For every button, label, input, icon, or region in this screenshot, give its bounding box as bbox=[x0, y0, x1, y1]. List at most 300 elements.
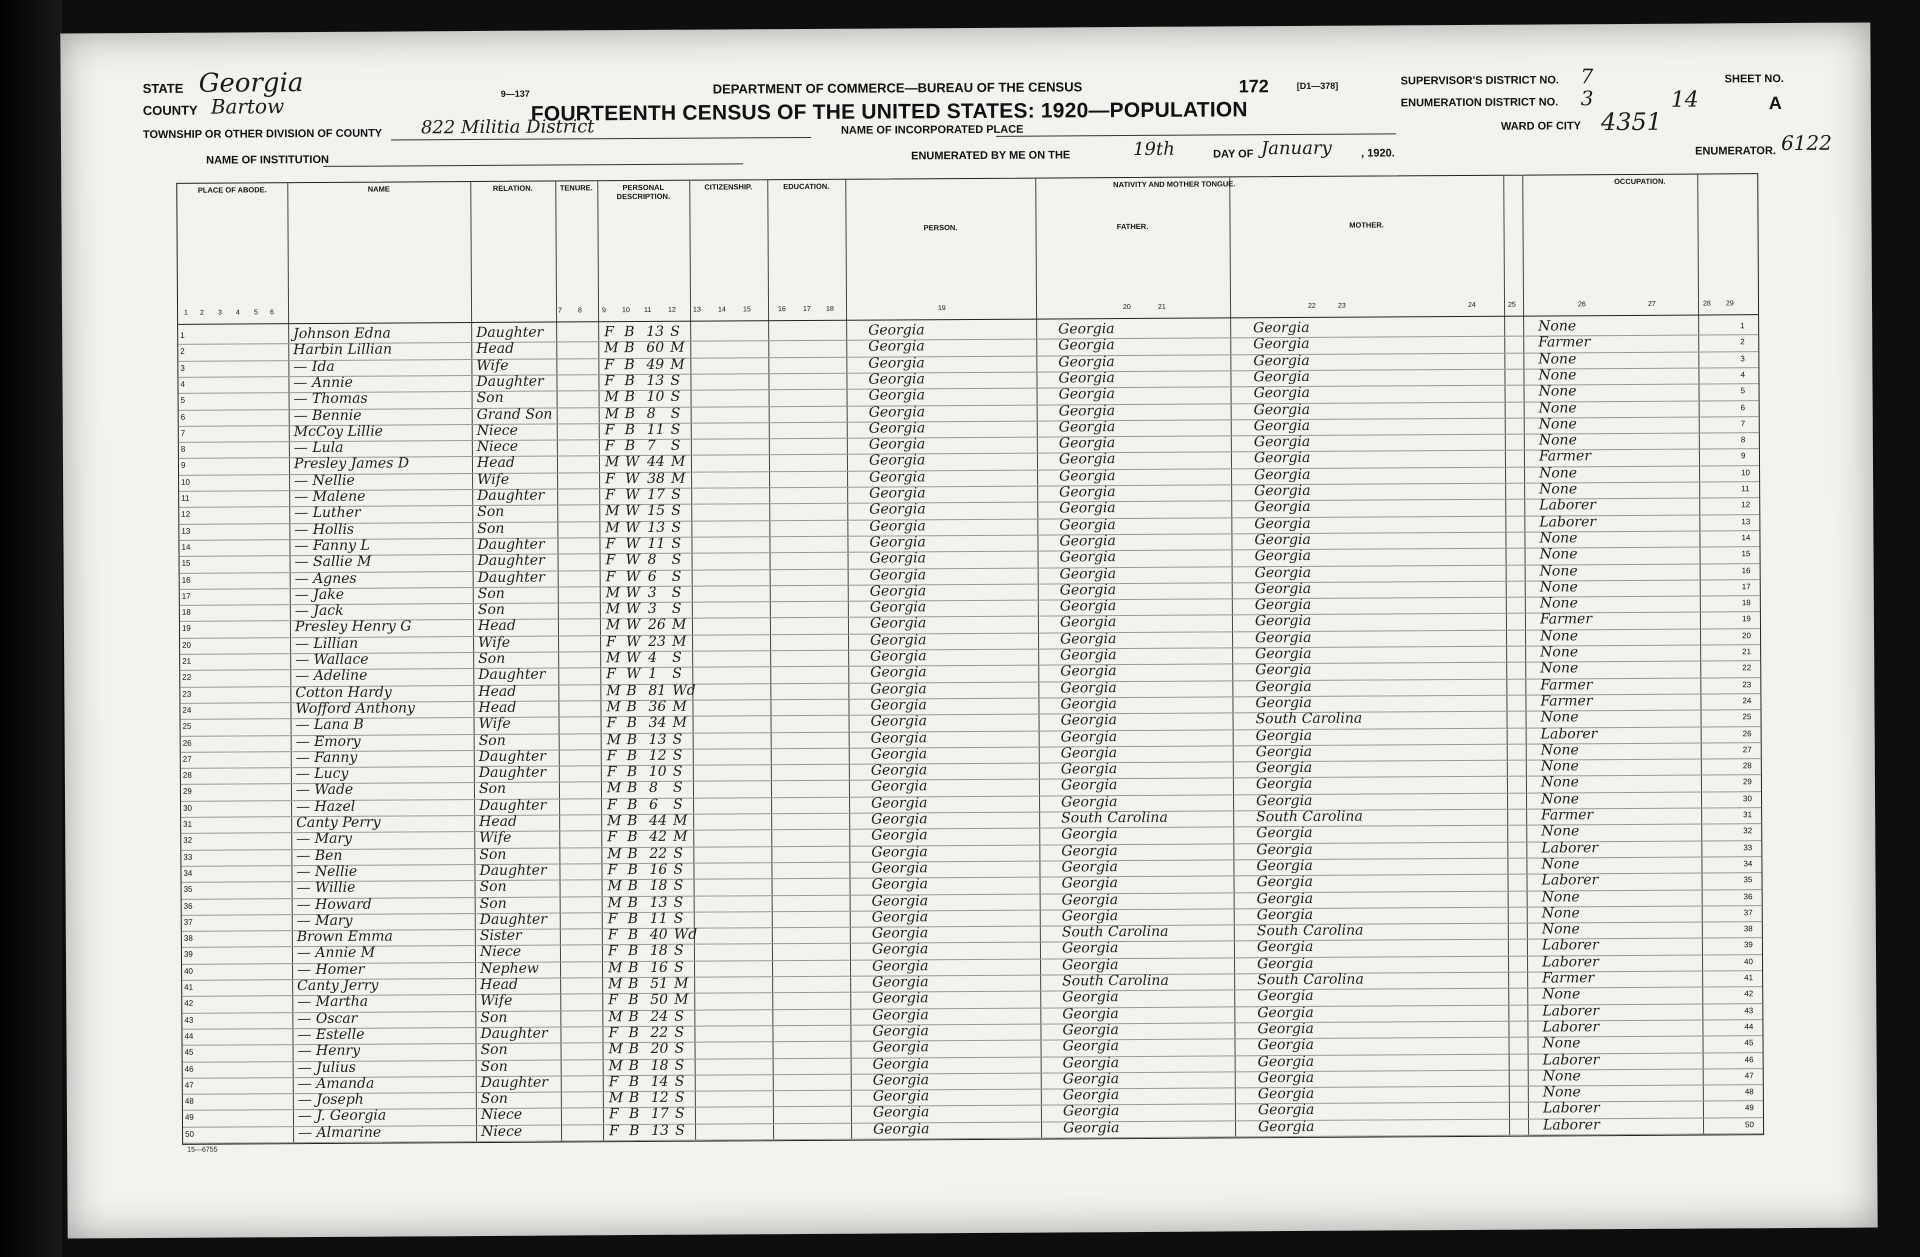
cell-ms: S bbox=[672, 780, 683, 797]
cell-rel: Daughter bbox=[479, 911, 547, 928]
cell-father: Georgia bbox=[1058, 435, 1116, 452]
row-number: 36 bbox=[183, 901, 193, 911]
column-number: 20 bbox=[1123, 304, 1131, 312]
column-number: 22 bbox=[1308, 302, 1316, 310]
column-number: 23 bbox=[1338, 302, 1346, 310]
cell-age: 44 bbox=[649, 812, 668, 829]
row-number: 16 bbox=[1741, 565, 1751, 575]
cell-birth: Georgia bbox=[869, 468, 926, 486]
column-number: 19 bbox=[938, 305, 946, 313]
cell-birth: Georgia bbox=[872, 974, 929, 991]
cell-occ: Laborer bbox=[1542, 1002, 1600, 1020]
cell-father: Georgia bbox=[1059, 549, 1116, 566]
cell-sex: M bbox=[606, 780, 622, 797]
row-number: 24 bbox=[1742, 696, 1752, 706]
column-number: 28 bbox=[1702, 300, 1711, 308]
row-number: 29 bbox=[1742, 777, 1752, 787]
cell-rel: Wife bbox=[478, 634, 511, 651]
cell-age: 60 bbox=[646, 340, 665, 357]
cell-father: South Carolina bbox=[1061, 809, 1168, 827]
enumeration-label: ENUMERATION DISTRICT NO. bbox=[1400, 96, 1559, 110]
column-number: 21 bbox=[1158, 303, 1166, 311]
cell-birth: Georgia bbox=[869, 583, 927, 600]
cell-occ: None bbox=[1539, 481, 1578, 498]
cell-sex: M bbox=[606, 731, 622, 748]
cell-rel: Son bbox=[480, 1009, 508, 1026]
cell-mother: Georgia bbox=[1253, 385, 1310, 402]
cell-age: 38 bbox=[647, 470, 665, 487]
row-number: 7 bbox=[1740, 419, 1746, 429]
cell-rel: Wife bbox=[477, 471, 510, 488]
supervisor-value: 7 bbox=[1580, 64, 1594, 89]
cell-sex: F bbox=[605, 470, 615, 487]
group-tenure: TENURE. bbox=[559, 183, 593, 193]
cell-rel: Daughter bbox=[477, 536, 545, 553]
cell-race: B bbox=[624, 421, 636, 438]
cell-father: Georgia bbox=[1060, 728, 1118, 745]
group-name: NAME bbox=[367, 184, 390, 194]
cell-ms: S bbox=[671, 503, 681, 520]
cell-rel: Son bbox=[477, 504, 505, 521]
cell-father: Georgia bbox=[1058, 386, 1115, 403]
cell-name: Presley James D bbox=[293, 455, 410, 473]
incorporated-underline bbox=[996, 133, 1396, 136]
cell-mother: Georgia bbox=[1254, 597, 1312, 614]
cell-sex: F bbox=[607, 927, 618, 944]
row-number: 41 bbox=[1744, 973, 1754, 983]
cell-race: W bbox=[625, 568, 641, 585]
cell-ms: S bbox=[673, 877, 684, 894]
row-number: 22 bbox=[182, 673, 192, 683]
row-number: 10 bbox=[181, 477, 191, 487]
cell-father: Georgia bbox=[1062, 1054, 1120, 1071]
cell-father: South Carolina bbox=[1061, 923, 1169, 941]
county-label: COUNTY bbox=[142, 102, 198, 119]
cell-rel: Wife bbox=[478, 715, 511, 733]
cell-ms: S bbox=[674, 1040, 685, 1057]
column-divider bbox=[1035, 179, 1042, 1139]
row-number: 18 bbox=[181, 607, 191, 617]
cell-mother: Georgia bbox=[1256, 857, 1313, 875]
row-number: 43 bbox=[1744, 1005, 1754, 1015]
cell-rel: Daughter bbox=[477, 552, 545, 570]
cell-name: — J. Georgia bbox=[297, 1107, 387, 1125]
row-number: 32 bbox=[1743, 826, 1753, 836]
cell-race: B bbox=[628, 976, 639, 993]
row-number: 30 bbox=[183, 803, 193, 813]
enumerated-label: ENUMERATED BY ME ON THE bbox=[911, 149, 1071, 163]
cell-name: — Hazel bbox=[296, 798, 356, 815]
cell-mother: Georgia bbox=[1254, 482, 1311, 500]
institution-underline bbox=[323, 163, 743, 167]
cell-rel: Wife bbox=[476, 357, 509, 374]
cell-race: B bbox=[628, 992, 639, 1009]
cell-age: 36 bbox=[648, 698, 667, 715]
cell-sex: F bbox=[604, 324, 614, 341]
cell-race: B bbox=[627, 829, 638, 846]
cell-race: B bbox=[629, 1122, 640, 1139]
cell-mother: Georgia bbox=[1255, 629, 1312, 646]
row-number: 47 bbox=[1744, 1071, 1754, 1081]
cell-age: 4 bbox=[648, 649, 658, 666]
cell-rel: Son bbox=[477, 520, 505, 537]
cell-father: Georgia bbox=[1061, 875, 1118, 892]
row-number: 40 bbox=[1744, 956, 1753, 966]
cell-birth: Georgia bbox=[870, 631, 927, 649]
cell-name: — Almarine bbox=[298, 1124, 382, 1141]
cell-sex: F bbox=[605, 568, 616, 585]
cell-father: Georgia bbox=[1059, 516, 1116, 534]
cell-sex: M bbox=[604, 405, 620, 422]
cell-rel: Niece bbox=[476, 438, 519, 456]
cell-father: Georgia bbox=[1058, 402, 1116, 419]
cell-age: 49 bbox=[646, 356, 665, 373]
column-divider bbox=[767, 180, 774, 1140]
cell-mother: Georgia bbox=[1255, 776, 1313, 793]
cell-mother: Georgia bbox=[1253, 352, 1310, 369]
cell-occ: None bbox=[1542, 1084, 1581, 1101]
cell-race: B bbox=[626, 715, 637, 732]
cell-race: W bbox=[625, 470, 640, 487]
cell-sex: M bbox=[604, 340, 619, 357]
cell-name: Cotton Hardy bbox=[295, 684, 392, 701]
row-number: 26 bbox=[182, 738, 192, 748]
cell-ms: S bbox=[673, 845, 683, 862]
cell-sex: M bbox=[606, 650, 621, 667]
cell-mother: Georgia bbox=[1255, 694, 1312, 712]
row-number: 40 bbox=[184, 966, 193, 976]
cell-name: — Jack bbox=[294, 602, 344, 620]
cell-occ: None bbox=[1541, 856, 1580, 873]
cell-age: 8 bbox=[647, 552, 657, 569]
cell-age: 7 bbox=[646, 438, 656, 455]
cell-age: 13 bbox=[649, 894, 668, 911]
township-value: 822 Militia District bbox=[420, 116, 595, 139]
cell-ms: S bbox=[671, 519, 682, 536]
column-number: 4 bbox=[236, 309, 240, 317]
cell-ms: S bbox=[674, 1106, 685, 1123]
state-value: Georgia bbox=[198, 68, 304, 99]
cell-age: 6 bbox=[647, 568, 657, 585]
cell-occ: None bbox=[1539, 546, 1578, 563]
sheet-letter: A bbox=[1768, 93, 1782, 114]
cell-father: Georgia bbox=[1061, 858, 1118, 876]
cell-race: B bbox=[626, 682, 637, 699]
cell-race: B bbox=[627, 894, 639, 911]
row-number: 26 bbox=[1742, 728, 1752, 738]
cell-occ: None bbox=[1541, 921, 1580, 938]
row-number: 12 bbox=[1741, 500, 1751, 510]
cell-occ: None bbox=[1541, 888, 1580, 906]
cell-sex: F bbox=[607, 943, 618, 960]
cell-birth: Georgia bbox=[870, 778, 928, 795]
cell-name: — Amanda bbox=[297, 1075, 375, 1092]
footer-code: 15—6755 bbox=[187, 1146, 218, 1154]
cell-ms: S bbox=[670, 372, 681, 389]
column-number: 16 bbox=[778, 306, 786, 314]
cell-rel: Daughter bbox=[478, 748, 546, 765]
cell-ms: S bbox=[671, 551, 682, 569]
cell-mother: Georgia bbox=[1256, 890, 1314, 907]
cell-birth: Georgia bbox=[871, 827, 928, 844]
cell-mother: Georgia bbox=[1253, 319, 1310, 337]
cell-name: — Hollis bbox=[294, 521, 355, 538]
row-number: 39 bbox=[1743, 940, 1753, 950]
cell-name: Canty Perry bbox=[296, 814, 381, 832]
column-divider bbox=[1697, 175, 1704, 1135]
cell-father: Georgia bbox=[1058, 337, 1115, 354]
cell-birth: Georgia bbox=[870, 729, 928, 747]
cell-age: 11 bbox=[649, 910, 668, 927]
cell-race: W bbox=[626, 650, 641, 667]
cell-age: 17 bbox=[647, 486, 666, 503]
row-number: 30 bbox=[1743, 793, 1752, 803]
cell-father: Georgia bbox=[1060, 630, 1117, 648]
cell-age: 15 bbox=[647, 503, 666, 520]
cell-ms: M bbox=[674, 992, 689, 1009]
cell-birth: Georgia bbox=[869, 501, 926, 518]
cell-occ: None bbox=[1539, 530, 1578, 547]
cell-name: — Ben bbox=[296, 847, 343, 864]
cell-rel: Son bbox=[479, 895, 507, 912]
cell-race: B bbox=[624, 324, 635, 341]
cell-occ: Farmer bbox=[1538, 334, 1591, 351]
cell-father: Georgia bbox=[1058, 369, 1115, 387]
row-number: 50 bbox=[1745, 1119, 1754, 1129]
cell-ms: M bbox=[673, 812, 688, 829]
cell-mother: Georgia bbox=[1256, 841, 1313, 858]
cell-rel: Daughter bbox=[480, 1074, 548, 1091]
row-number: 25 bbox=[1742, 712, 1752, 722]
cell-occ: None bbox=[1538, 432, 1577, 449]
cell-father: Georgia bbox=[1061, 842, 1118, 860]
cell-father: Georgia bbox=[1059, 467, 1116, 485]
cell-name: — Lula bbox=[293, 439, 344, 457]
cell-race: W bbox=[624, 454, 640, 471]
row-number: 11 bbox=[181, 493, 190, 503]
cell-name: — Annie M bbox=[296, 945, 376, 962]
cell-father: Georgia bbox=[1062, 1119, 1120, 1137]
cell-mother: Georgia bbox=[1255, 727, 1313, 744]
column-divider bbox=[1522, 176, 1529, 1136]
cell-ms: S bbox=[673, 910, 684, 927]
cell-birth: Georgia bbox=[868, 420, 926, 437]
cell-race: B bbox=[628, 1090, 640, 1107]
cell-occ: None bbox=[1540, 660, 1579, 677]
cell-age: 6 bbox=[649, 796, 659, 813]
cell-rel: Wife bbox=[479, 830, 512, 847]
cell-mother: Georgia bbox=[1257, 1085, 1315, 1103]
cell-father: Georgia bbox=[1061, 907, 1119, 925]
cell-father: Georgia bbox=[1062, 989, 1119, 1006]
cell-age: 13 bbox=[646, 323, 665, 340]
cell-ms: M bbox=[670, 340, 685, 357]
cell-occ: Farmer bbox=[1541, 807, 1594, 824]
row-number: 13 bbox=[1741, 516, 1751, 526]
cell-father: Georgia bbox=[1060, 695, 1117, 713]
cell-occ: Laborer bbox=[1542, 1019, 1600, 1036]
column-number: 24 bbox=[1468, 301, 1476, 309]
cell-birth: Georgia bbox=[869, 550, 926, 567]
cell-ms: S bbox=[674, 1057, 685, 1074]
row-number: 50 bbox=[185, 1129, 194, 1139]
cell-name: — Ida bbox=[293, 358, 335, 375]
township-label: TOWNSHIP OR OTHER DIVISION OF COUNTY bbox=[142, 127, 383, 142]
cell-race: W bbox=[625, 535, 640, 552]
row-number: 20 bbox=[1742, 630, 1751, 640]
cell-race: W bbox=[625, 601, 641, 618]
row-number: 3 bbox=[1740, 353, 1745, 363]
cell-race: B bbox=[628, 1008, 639, 1025]
day-of-label: DAY OF bbox=[1213, 148, 1254, 161]
column-number: 25 bbox=[1508, 301, 1516, 309]
cell-father: Georgia bbox=[1059, 598, 1117, 615]
cell-occ: None bbox=[1539, 595, 1578, 612]
cell-occ: Farmer bbox=[1540, 676, 1593, 694]
cell-race: W bbox=[625, 503, 640, 520]
cell-sex: M bbox=[608, 976, 623, 993]
column-number: 17 bbox=[803, 305, 811, 314]
row-number: 46 bbox=[184, 1064, 194, 1074]
cell-father: Georgia bbox=[1060, 761, 1118, 778]
column-number: 10 bbox=[622, 307, 630, 315]
cell-mother: Georgia bbox=[1257, 1053, 1315, 1070]
cell-name: — Nellie bbox=[296, 863, 358, 881]
row-number: 39 bbox=[183, 950, 193, 960]
column-number: 11 bbox=[644, 306, 652, 314]
row-number: 5 bbox=[180, 395, 186, 405]
cell-sex: M bbox=[605, 584, 621, 602]
cell-sex: M bbox=[605, 617, 621, 634]
cell-mother: Georgia bbox=[1255, 645, 1312, 663]
column-number: 15 bbox=[743, 306, 751, 314]
cell-mother: Georgia bbox=[1255, 759, 1313, 777]
cell-age: 18 bbox=[649, 878, 668, 895]
cell-race: W bbox=[625, 487, 640, 504]
row-number: 1 bbox=[180, 330, 185, 340]
cell-rel: Niece bbox=[480, 1107, 523, 1124]
cell-birth: Georgia bbox=[872, 1104, 930, 1121]
cell-age: 50 bbox=[650, 992, 669, 1009]
row-number: 34 bbox=[183, 868, 193, 878]
enumeration-value: 3 bbox=[1580, 86, 1594, 111]
cell-name: — Willie bbox=[296, 879, 356, 897]
cell-race: B bbox=[627, 845, 638, 862]
census-table bbox=[176, 173, 1764, 1145]
cell-birth: Georgia bbox=[872, 957, 929, 975]
group-citizenship: CITIZENSHIP. bbox=[704, 182, 753, 192]
cell-age: 14 bbox=[650, 1073, 669, 1090]
cell-occ: None bbox=[1540, 758, 1579, 775]
cell-mother: Georgia bbox=[1253, 417, 1311, 435]
column-number: 3 bbox=[218, 309, 222, 317]
group-nativity: NATIVITY AND MOTHER TONGUE. bbox=[1113, 179, 1236, 190]
cell-occ: Farmer bbox=[1542, 970, 1595, 987]
cell-mother: Georgia bbox=[1254, 515, 1311, 532]
column-number: 2 bbox=[200, 309, 204, 317]
cell-father: Georgia bbox=[1058, 353, 1115, 371]
row-number: 23 bbox=[182, 689, 192, 699]
cell-ms: S bbox=[671, 584, 682, 601]
state-label: STATE bbox=[142, 80, 184, 97]
cell-ms: S bbox=[670, 421, 681, 438]
cell-age: 20 bbox=[650, 1041, 669, 1058]
row-number: 16 bbox=[181, 575, 191, 585]
group-relation: RELATION. bbox=[492, 183, 533, 193]
cell-rel: Head bbox=[476, 341, 515, 358]
group-place-of-abode: PLACE OF ABODE. bbox=[197, 185, 267, 195]
subgroup-mother: MOTHER. bbox=[1349, 220, 1384, 230]
row-number: 9 bbox=[1740, 451, 1746, 461]
row-number: 36 bbox=[1743, 891, 1753, 901]
cell-ms: Wd bbox=[672, 682, 696, 699]
row-number: 32 bbox=[183, 836, 193, 846]
cell-sex: F bbox=[606, 666, 617, 683]
cell-name: — Oscar bbox=[297, 1010, 358, 1027]
cell-age: 16 bbox=[650, 959, 668, 976]
cell-age: 23 bbox=[648, 633, 666, 650]
year-text: , 1920. bbox=[1361, 147, 1395, 160]
census-sheet bbox=[60, 22, 1877, 1238]
cell-name: — Annie bbox=[293, 374, 353, 392]
cell-mother: Georgia bbox=[1254, 466, 1311, 483]
cell-birth: Georgia bbox=[868, 452, 926, 469]
cell-sex: M bbox=[608, 1008, 623, 1025]
cell-sex: F bbox=[607, 796, 617, 813]
cell-occ: None bbox=[1538, 367, 1577, 384]
cell-mother: Georgia bbox=[1256, 955, 1314, 972]
cell-ms: S bbox=[674, 1089, 685, 1106]
cell-father: Georgia bbox=[1062, 1005, 1119, 1023]
sheet-value: 14 bbox=[1670, 87, 1699, 113]
cell-age: 12 bbox=[650, 1089, 669, 1107]
cell-name: — Lillian bbox=[295, 635, 359, 652]
row-number: 20 bbox=[182, 640, 192, 650]
cell-mother: Georgia bbox=[1256, 906, 1314, 924]
cell-ms: S bbox=[673, 796, 683, 813]
cell-occ: Farmer bbox=[1538, 448, 1592, 465]
cell-occ: Farmer bbox=[1539, 611, 1593, 628]
cell-mother: Georgia bbox=[1254, 580, 1312, 598]
cell-mother: Georgia bbox=[1257, 988, 1314, 1005]
dl-code: [D1—378] bbox=[1296, 80, 1339, 91]
cell-rel: Daughter bbox=[478, 666, 546, 684]
incorporated-label: NAME OF INCORPORATED PLACE bbox=[840, 123, 1024, 137]
cell-occ: None bbox=[1539, 627, 1579, 645]
cell-birth: Georgia bbox=[869, 534, 926, 551]
cell-mother: Georgia bbox=[1253, 368, 1310, 386]
cell-birth: Georgia bbox=[870, 762, 928, 779]
cell-age: 42 bbox=[649, 829, 668, 846]
ward-value: 4351 bbox=[1600, 107, 1663, 137]
cell-mother: Georgia bbox=[1257, 1118, 1315, 1135]
cell-birth: Georgia bbox=[871, 909, 929, 926]
column-number: 18 bbox=[826, 305, 834, 313]
cell-ms: S bbox=[671, 600, 682, 617]
column-number: 29 bbox=[1725, 300, 1734, 308]
cell-mother: South Carolina bbox=[1256, 922, 1364, 940]
column-number: 14 bbox=[718, 306, 726, 314]
cell-rel: Daughter bbox=[480, 1025, 548, 1042]
group-personal-description: PERSONAL DESCRIPTION. bbox=[616, 182, 671, 202]
cell-occ: None bbox=[1539, 579, 1578, 596]
cell-race: B bbox=[624, 438, 636, 455]
cell-age: 51 bbox=[650, 975, 669, 992]
row-number: 3 bbox=[180, 363, 185, 373]
cell-occ: None bbox=[1541, 905, 1580, 922]
cell-mother: Georgia bbox=[1253, 401, 1311, 418]
row-number: 4 bbox=[180, 379, 185, 389]
